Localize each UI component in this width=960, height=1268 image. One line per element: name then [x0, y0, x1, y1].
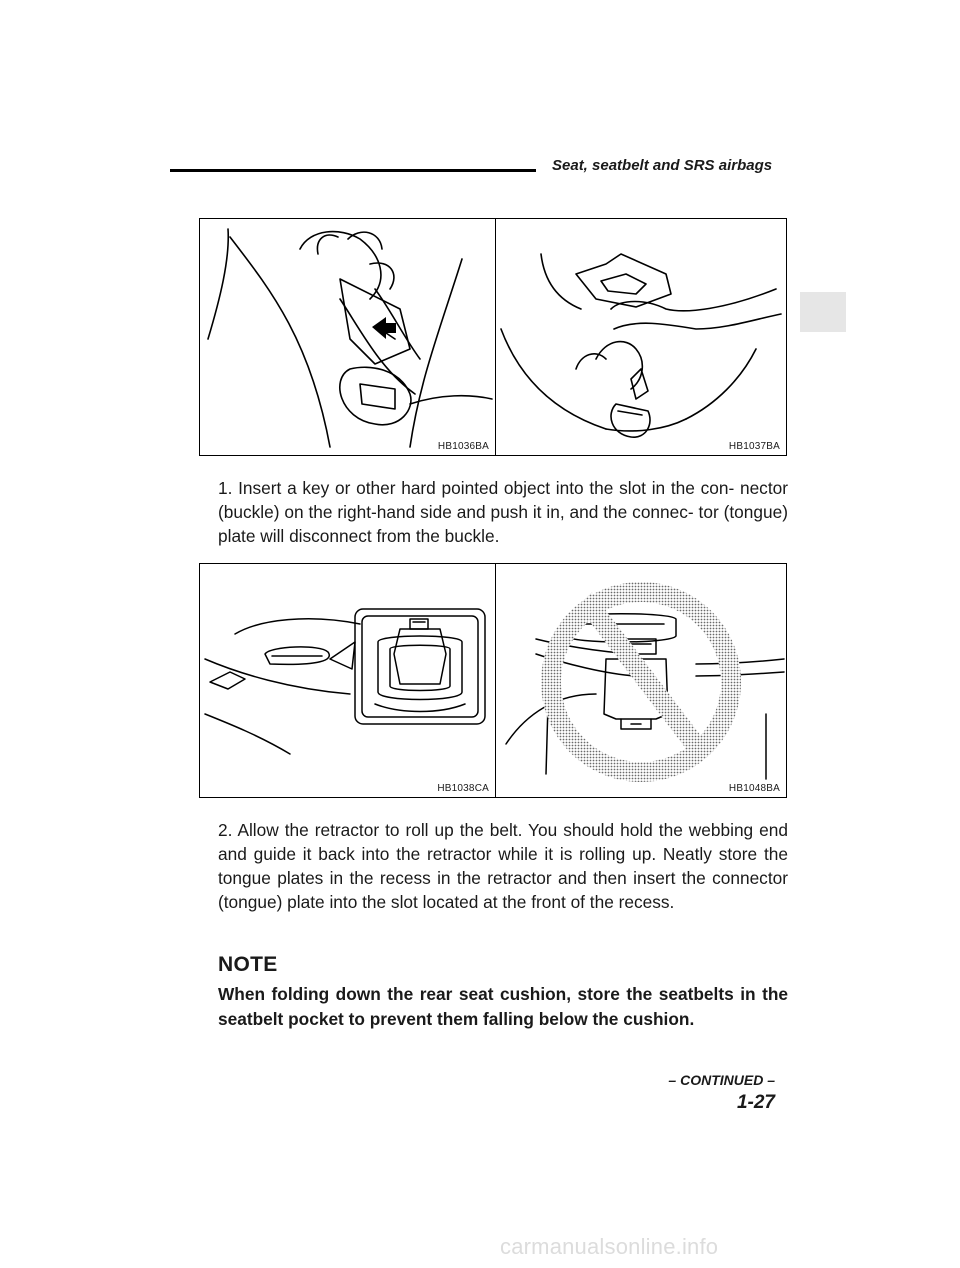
- section-title: Seat, seatbelt and SRS airbags: [552, 157, 773, 174]
- page-number: 1-27: [736, 1092, 775, 1113]
- header-rule: [170, 169, 536, 172]
- buckle-release-illustration: [200, 219, 495, 455]
- figure-code: HB1037BA: [728, 441, 780, 452]
- step-1-text: 1. Insert a key or other hard pointed object into the slot in the con- nector (buckle) on the right-hand side and push it in, and the connec- tor (tongue) plate will disconnect from the buckle.: [218, 478, 788, 546]
- figure-buckle-release: [200, 219, 495, 455]
- watermark: carmanualsonline.info: [500, 1234, 719, 1259]
- seatbelt-pocket-illustration: [200, 564, 495, 797]
- figure-code: HB1036BA: [437, 441, 489, 452]
- incorrect-storage-illustration: [496, 564, 786, 797]
- figure-tongue-disconnect: [496, 219, 786, 455]
- figure-seatbelt-pocket: [200, 564, 495, 797]
- figure-code: HB1038CA: [437, 783, 489, 794]
- figure-row-1: [199, 218, 787, 456]
- step-2-text: 2. Allow the retractor to roll up the belt. You should hold the webbing end and guide it back into the retractor while it is rolling up. Neatly store the tongue plates in the recess in the retractor and then insert the connector (tongue) plate into the slot located at the front of the recess.: [218, 820, 788, 912]
- note-heading: NOTE: [218, 953, 278, 976]
- figure-code: HB1048BA: [728, 783, 780, 794]
- chapter-tab: [800, 292, 846, 332]
- continued-label: – CONTINUED –: [668, 1072, 775, 1088]
- note-text: When folding down the rear seat cushion, store the seatbelts in the seatbelt pocket to prevent them falling below the cushion.: [218, 984, 788, 1029]
- tongue-disconnect-illustration: [496, 219, 786, 455]
- figure-row-2: [199, 563, 787, 798]
- figure-incorrect-storage: [496, 564, 786, 797]
